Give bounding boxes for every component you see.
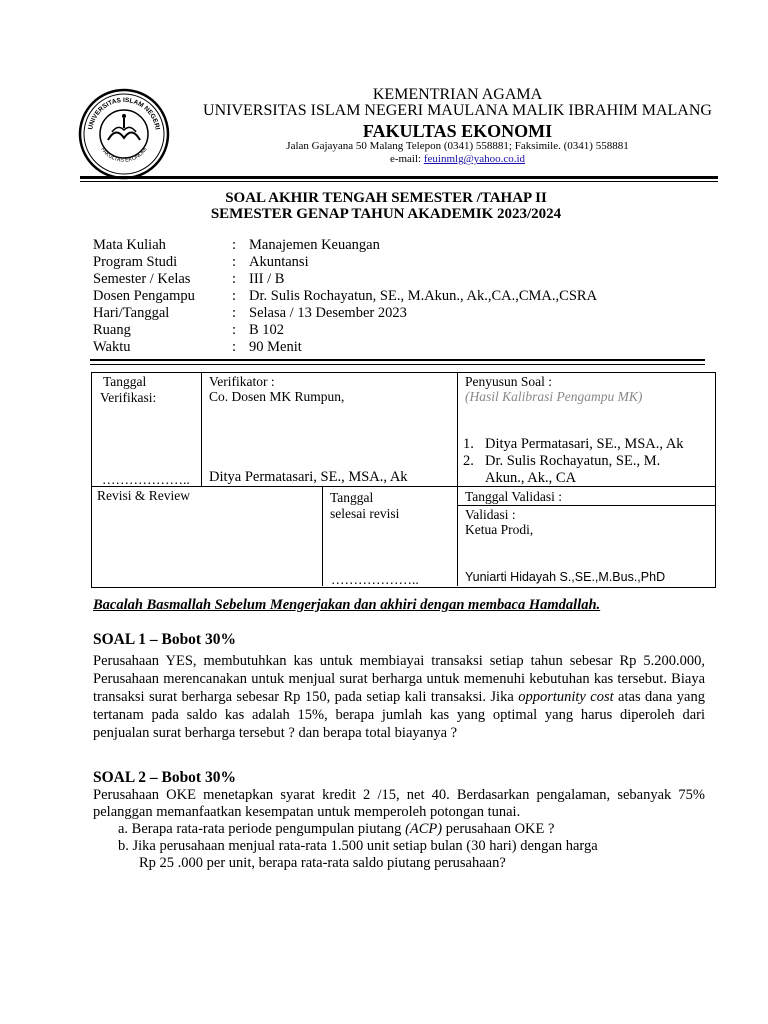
penyusun-item (463, 453, 661, 470)
info-colon: : (232, 288, 237, 304)
revisi-label: Revisi & Review (97, 488, 190, 503)
info-value: Dr. Sulis Rochayatun, SE., M.Akun., Ak.,CA.,CMA.,CSRA (249, 288, 598, 304)
list-number: 1. (463, 436, 474, 452)
selesai-revisi-dots: ……………….. (331, 572, 419, 587)
table-divider (457, 505, 715, 506)
info-value: B 102 (249, 322, 285, 338)
soal-1-text-a: Perusahaan YES, membutuhkan kas untuk membiayai transaksi setiap tahun sebesar Rp 5.200.000, Perusahaan merencanakan untuk menjual surat berharga untuk memenuhi kebutuhan kas tersebut. Biaya transaksi surat berharga sebesar Rp 150, pada setiap kali transaksi. Jika (93, 653, 705, 705)
info-value: Manajemen Keuangan (249, 237, 380, 253)
soal-2-item-a (118, 821, 554, 838)
email-link[interactable]: feuinmlg@yahoo.co.id (423, 153, 526, 165)
info-label: Waktu (93, 339, 131, 355)
address-line: Jalan Gajayana 50 Malang Telepon (0341) 558881; Faksimile. (0341) 558881 (286, 140, 629, 152)
info-label: Ruang (93, 322, 131, 338)
info-colon: : (232, 339, 237, 355)
soal-1-text-emphasis: opportunity cost (518, 689, 614, 705)
selesai-revisi-label: selesai revisi (330, 506, 400, 521)
soal-2-a-post: perusahaan OKE ? (442, 821, 555, 837)
penyusun-note: (Hasil Kalibrasi Pengampu MK) (465, 389, 643, 404)
soal-1-heading: SOAL 1 – Bobot 30% (93, 631, 236, 648)
soal-2-item-b-line1: b. Jika perusahaan menjual rata-rata 1.500 unit setiap bulan (30 hari) dengan harga (118, 838, 598, 854)
info-rule-thin (90, 364, 705, 365)
validasi-role: Ketua Prodi, (465, 522, 534, 537)
verifikator-label: Verifikator : (209, 374, 275, 389)
email-line (170, 153, 745, 165)
penyusun-name: Dr. Sulis Rochayatun, SE., M. (485, 453, 661, 469)
list-number: 2. (463, 453, 474, 469)
info-colon: : (232, 305, 237, 321)
penyusun-list (463, 436, 684, 487)
svg-text:UNIVERSITAS ISLAM NEGERI: UNIVERSITAS ISLAM NEGERI (87, 96, 161, 131)
ministry-name: KEMENTRIAN AGAMA (372, 86, 543, 103)
info-label: Program Studi (93, 254, 178, 270)
soal-2-heading: SOAL 2 – Bobot 30% (93, 769, 236, 786)
email-label: e-mail: (389, 153, 424, 165)
tanggal-label: Tanggal (103, 374, 147, 389)
soal-2-intro: Perusahaan OKE menetapkan syarat kredit 2 /15, net 40. Berdasarkan pengalaman, sebanyak 75% pelanggan memanfaatkan kesempatan untuk memperoleh potongan tunai. (93, 787, 705, 820)
table-divider (201, 372, 202, 486)
table-divider (322, 486, 323, 586)
soal-2-a-pre: a. Berapa rata-rata periode pengumpulan piutang (118, 821, 406, 837)
info-colon: : (232, 271, 237, 287)
verifikasi-label: Verifikasi: (100, 390, 157, 405)
verification-cell-tanggal (96, 374, 156, 406)
penyusun-name-cont: Akun., Ak., CA (485, 470, 577, 486)
soal-2-item-b-line2: Rp 25 .000 per unit, berapa rata-rata saldo piutang perusahaan? (139, 855, 506, 871)
tanggal-validasi-label: Tanggal Validasi : (465, 489, 563, 504)
verifikator-role: Co. Dosen MK Rumpun, (209, 389, 345, 404)
tanggal-verifikasi-dots: ……………….. (102, 472, 190, 487)
faculty-name: FAKULTAS EKONOMI (362, 121, 553, 141)
letterhead-rule-thin (80, 181, 718, 182)
selesai-tanggal-label: Tanggal (330, 490, 374, 505)
info-label: Mata Kuliah (93, 237, 166, 253)
penyusun-item (463, 436, 684, 453)
exam-title-line1: SOAL AKHIR TENGAH SEMESTER /TAHAP II (225, 190, 547, 206)
info-value: Selasa / 13 Desember 2023 (249, 305, 407, 321)
info-colon: : (232, 254, 237, 270)
info-colon: : (232, 237, 237, 253)
table-divider (457, 372, 458, 586)
validasi-label: Validasi : (465, 507, 516, 522)
soal-1-text-b: atas dana yang tertanam pada saldo kas adalah 15%, berapa jumlah kas yang optimal yang harus diperoleh dari penjualan surat berharga tersebut ? dan berapa total biayanya ? (93, 689, 705, 741)
info-label: Dosen Pengampu (93, 288, 195, 304)
info-value: III / B (249, 271, 285, 287)
verifikator-name: Ditya Permatasari, SE., MSA., Ak (209, 469, 408, 485)
exam-title-line2: SEMESTER GENAP TAHUN AKADEMIK 2023/2024 (210, 206, 562, 222)
letterhead-rule-thick (80, 176, 718, 179)
info-label: Hari/Tanggal (93, 305, 170, 321)
soal-2-a-em: (ACP) (405, 821, 443, 837)
info-label: Semester / Kelas (93, 271, 191, 287)
soal-1-text (93, 652, 705, 742)
validasi-name: Yuniarti Hidayah S.,SE.,M.Bus.,PhD (465, 570, 666, 584)
info-value: 90 Menit (249, 339, 302, 355)
selesai-revisi-cell (330, 490, 399, 522)
university-name: UNIVERSITAS ISLAM NEGERI MAULANA MALIK IBRAHIM MALANG (203, 102, 712, 119)
svg-text:FAKULTAS EKONOMI: FAKULTAS EKONOMI (99, 146, 149, 164)
info-value: Akuntansi (249, 254, 309, 270)
info-colon: : (232, 322, 237, 338)
instruction-text: Bacalah Basmallah Sebelum Mengerjakan dan akhiri dengan membaca Hamdallah. (93, 597, 601, 613)
university-seal-logo (78, 88, 170, 180)
info-rule-thick (90, 359, 705, 361)
penyusun-label: Penyusun Soal : (465, 374, 553, 389)
penyusun-name: Ditya Permatasari, SE., MSA., Ak (485, 436, 684, 452)
